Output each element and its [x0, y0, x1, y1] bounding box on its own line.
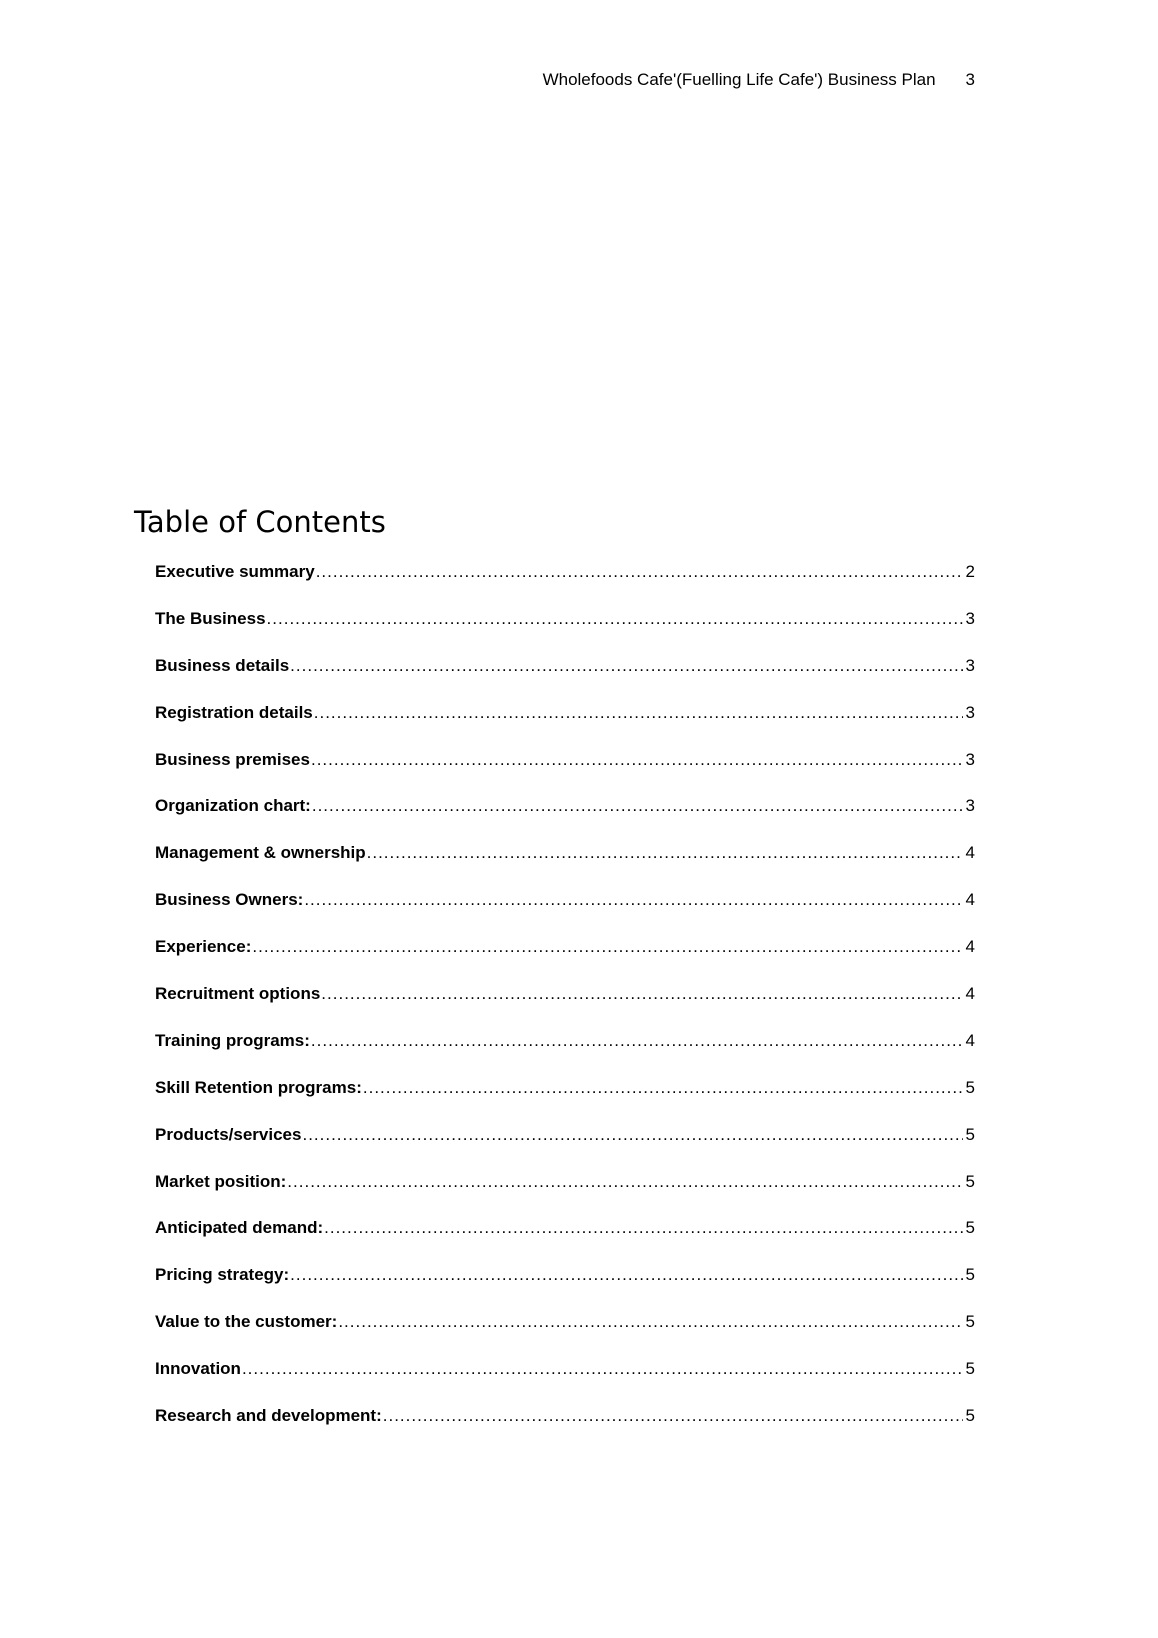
dot-leader — [302, 1125, 962, 1145]
dot-leader — [267, 609, 963, 629]
toc-entry[interactable] — [155, 703, 975, 750]
toc-entry[interactable] — [155, 1031, 975, 1078]
toc-entry-page: 4 — [965, 843, 975, 863]
toc-entry[interactable] — [155, 1406, 975, 1453]
toc-entry-label: Registration details — [155, 702, 313, 722]
dot-leader — [321, 984, 962, 1004]
toc-entry-label: Value to the customer: — [155, 1312, 338, 1332]
toc-entry[interactable] — [155, 1078, 975, 1125]
toc-entry-page: 5 — [965, 1077, 975, 1097]
toc-entry-label: Experience: — [155, 937, 252, 957]
toc-entry-label: Organization chart: — [155, 796, 311, 816]
dot-leader — [304, 890, 962, 910]
dot-leader — [314, 703, 963, 723]
toc-entry-label: Market position: — [155, 1171, 287, 1191]
toc-entry[interactable] — [155, 750, 975, 797]
toc-entry-label: Training programs: — [155, 1030, 310, 1050]
toc-entry-page: 5 — [965, 1312, 975, 1332]
toc-entry[interactable] — [155, 1312, 975, 1359]
toc-entry-label: Management & ownership — [155, 843, 366, 863]
toc-entry[interactable] — [155, 937, 975, 984]
toc-entry-page: 4 — [965, 1030, 975, 1050]
toc-entry-page: 5 — [965, 1359, 975, 1379]
toc-entry-page: 4 — [965, 984, 975, 1004]
toc-entry[interactable] — [155, 1172, 975, 1219]
page-header — [543, 70, 975, 90]
toc-entry-page: 3 — [965, 749, 975, 769]
toc-entry-page: 5 — [965, 1124, 975, 1144]
toc-entry-page: 3 — [965, 702, 975, 722]
dot-leader — [383, 1406, 963, 1426]
toc-entry-label: The Business — [155, 608, 266, 628]
toc-entry[interactable] — [155, 1218, 975, 1265]
toc-entry[interactable] — [155, 843, 975, 890]
toc-entry-page: 3 — [965, 655, 975, 675]
toc-entry[interactable] — [155, 1125, 975, 1172]
dot-leader — [311, 1031, 963, 1051]
toc-entry-label: Business details — [155, 655, 290, 675]
header-page-number: 3 — [965, 70, 975, 89]
toc-entry[interactable] — [155, 1265, 975, 1312]
dot-leader — [290, 1265, 962, 1285]
toc-entry-label: Executive summary — [155, 562, 315, 581]
toc-entry-page: 5 — [965, 1406, 975, 1426]
toc-entry[interactable] — [155, 984, 975, 1031]
dot-leader — [290, 656, 962, 676]
dot-leader — [311, 750, 963, 770]
toc-title: Table of Contents — [134, 505, 386, 539]
dot-leader — [363, 1078, 963, 1098]
toc-entry-label: Recruitment options — [155, 984, 321, 1004]
toc-entry-label: Pricing strategy: — [155, 1265, 290, 1285]
table-of-contents — [155, 562, 975, 1453]
toc-entry-page: 2 — [965, 562, 975, 581]
toc-entry[interactable] — [155, 796, 975, 843]
toc-entry-label: Anticipated demand: — [155, 1218, 324, 1238]
toc-entry-label: Business premises — [155, 749, 310, 769]
toc-entry-page: 4 — [965, 937, 975, 957]
toc-entry[interactable] — [155, 656, 975, 703]
toc-entry-label: Skill Retention programs: — [155, 1077, 362, 1097]
toc-entry[interactable] — [155, 890, 975, 937]
toc-entry-label: Products/services — [155, 1124, 302, 1144]
toc-entry[interactable] — [155, 1359, 975, 1406]
dot-leader — [338, 1312, 962, 1332]
dot-leader — [316, 562, 963, 582]
toc-entry-page: 3 — [965, 608, 975, 628]
dot-leader — [312, 796, 963, 816]
toc-entry-label: Research and development: — [155, 1406, 382, 1426]
toc-entry[interactable] — [155, 609, 975, 656]
dot-leader — [367, 843, 963, 863]
toc-entry-page: 3 — [965, 796, 975, 816]
dot-leader — [324, 1218, 962, 1238]
header-title: Wholefoods Cafe'(Fuelling Life Cafe') Business Plan — [542, 70, 936, 89]
dot-leader — [242, 1359, 963, 1379]
toc-entry-label: Innovation — [155, 1359, 241, 1379]
toc-entry-page: 5 — [965, 1218, 975, 1238]
dot-leader — [252, 937, 962, 957]
toc-entry-label: Business Owners: — [155, 890, 304, 910]
toc-entry-page: 5 — [965, 1171, 975, 1191]
toc-entry-page: 4 — [965, 890, 975, 910]
toc-entry[interactable] — [155, 562, 975, 609]
toc-entry-page: 5 — [965, 1265, 975, 1285]
dot-leader — [287, 1172, 962, 1192]
